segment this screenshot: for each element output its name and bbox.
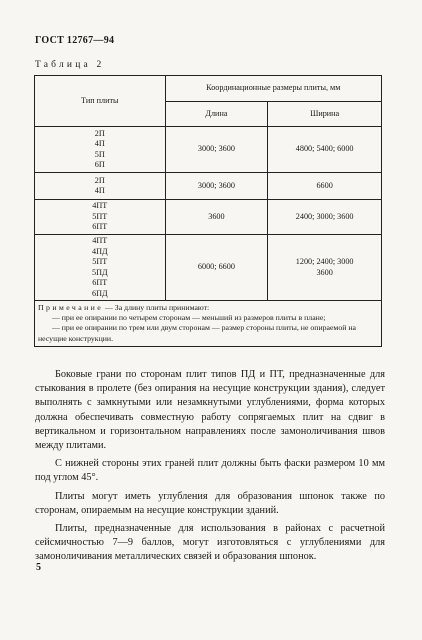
- column-header-length: Длина: [165, 102, 268, 127]
- note-intro: — За длину плиты принимают:: [103, 303, 210, 312]
- width-cell: 1200; 2400; 3000 3600: [268, 235, 382, 301]
- table-row: [35, 235, 382, 301]
- paragraph: С нижней стороны этих граней плит должны быть фаски размером 10 мм под углом 45°.: [35, 458, 385, 484]
- note-item-2: — при ее опирании по трем или двум сторонам — размер стороны плиты, не опираемой на несущие конструкции.: [38, 323, 357, 343]
- table-row: [35, 127, 382, 173]
- page-number: 5: [36, 562, 41, 573]
- width-cell: 2400; 3000; 3600: [268, 200, 382, 235]
- note-label: Примечание: [38, 303, 104, 312]
- table-note-row: [35, 301, 382, 347]
- table-row: [35, 173, 382, 200]
- table-row: [35, 200, 382, 235]
- plate-types-cell: 4ПТ 5ПТ 6ПТ: [35, 200, 166, 235]
- column-header-type: Тип плиты: [35, 76, 166, 127]
- length-cell: 3600: [165, 200, 268, 235]
- column-header-group: Координационные размеры плиты, мм: [165, 76, 381, 102]
- length-cell: 3000; 3600: [165, 127, 268, 173]
- body-text: [35, 368, 385, 569]
- column-header-width: Ширина: [268, 102, 382, 127]
- document-code: ГОСТ 12767—94: [35, 35, 115, 46]
- paragraph: Плиты, предназначенные для использования в районах с расчетной сейсмичностью 7—9 баллов, могут изготовляться с углублениями для замоноличивания металлических связей и образования шпонок.: [35, 523, 385, 563]
- plate-types-cell: 4ПТ 4ПД 5ПТ 5ПД 6ПТ 6ПД: [35, 235, 166, 301]
- length-cell: 3000; 3600: [165, 173, 268, 200]
- plate-types-cell: 2П 4П: [35, 173, 166, 200]
- paragraph: Плиты могут иметь углубления для образования шпонок также по сторонам, опираемым на несущие конструкции зданий.: [35, 490, 385, 516]
- width-cell: 6600: [268, 173, 382, 200]
- table-caption: Таблица 2: [35, 60, 105, 70]
- table-note: [35, 301, 382, 347]
- plate-types-cell: 2П 4П 5П 6П: [35, 127, 166, 173]
- length-cell: 6000; 6600: [165, 235, 268, 301]
- paragraph: Боковые грани по сторонам плит типов ПД и ПТ, предназначенные для стыкования в пролете (без опирания на несущие конструкции здания), следует выполнять с замкнутыми или незамкнутыми углублениями, форма которых должна обеспечивать совместную работу сопрягаемых плит на сдвиг в вертикальном и горизонтальном направлениях после замоноличивания швов между плитами.: [35, 369, 385, 452]
- dimensions-table: [34, 75, 382, 347]
- width-cell: 4800; 5400; 6000: [268, 127, 382, 173]
- note-item-1: — при ее опирании по четырем сторонам — меньший из размеров плиты в плане;: [52, 313, 326, 323]
